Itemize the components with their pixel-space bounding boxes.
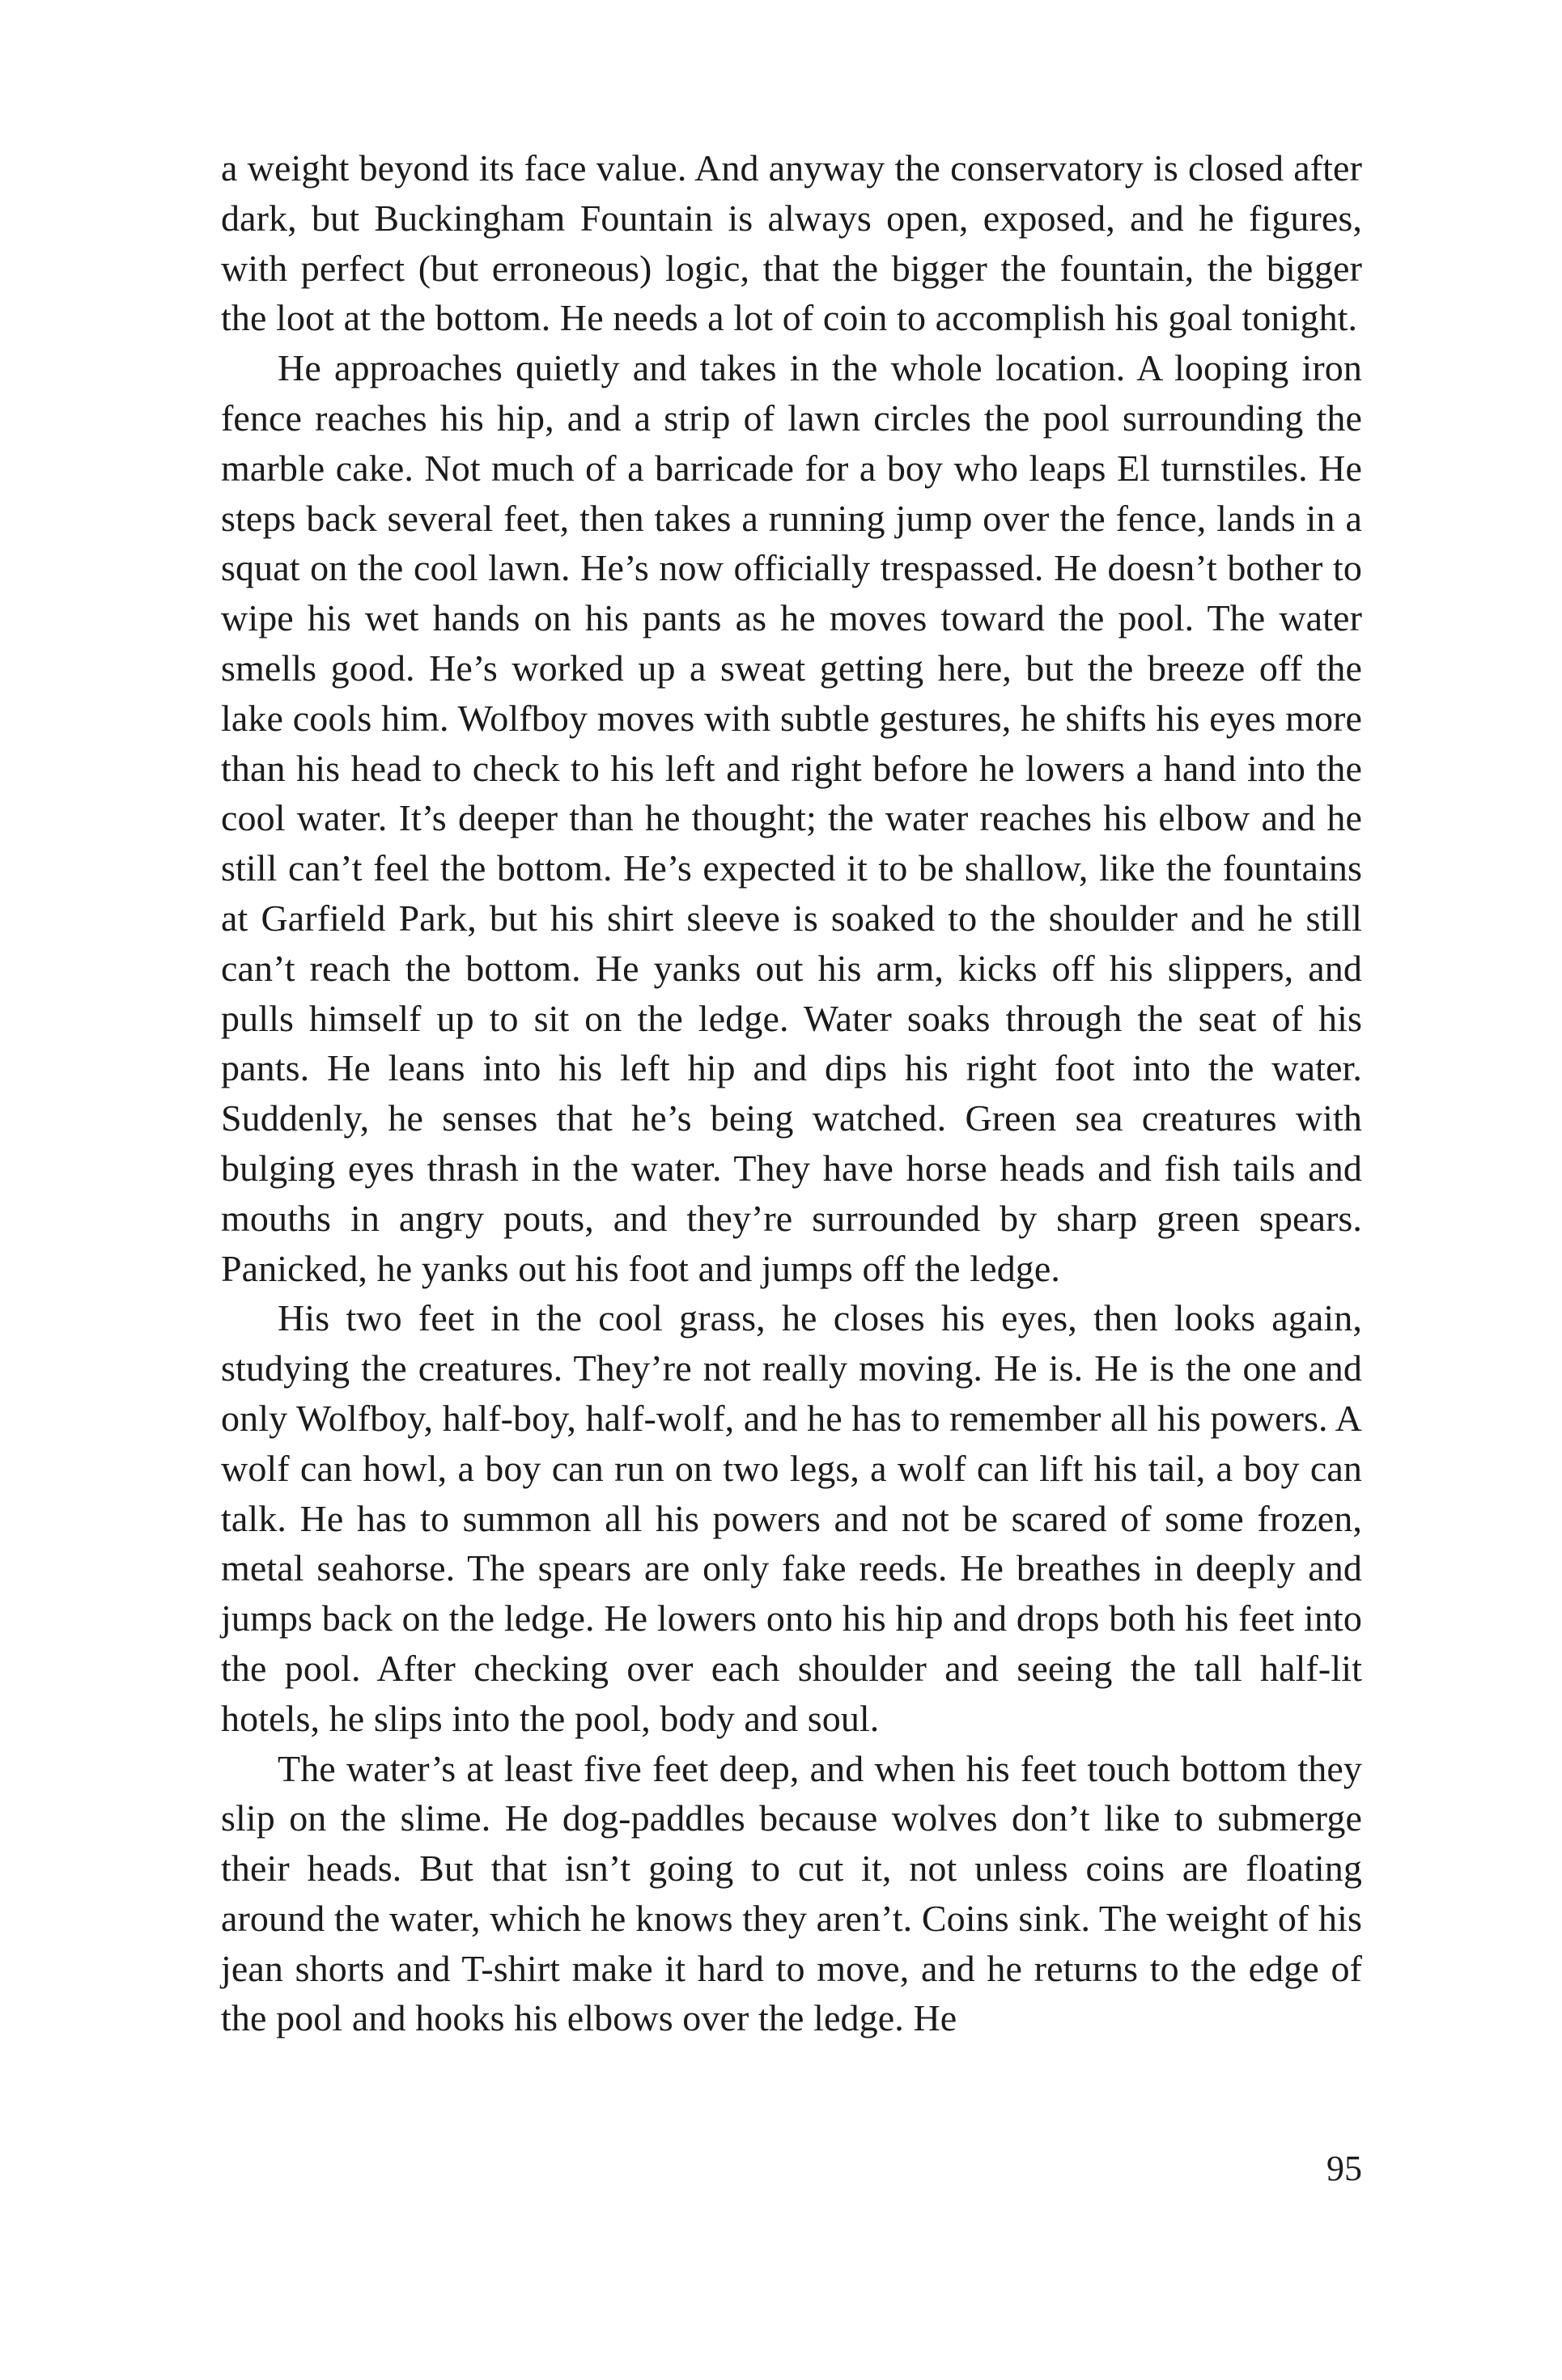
paragraph-3: His two feet in the cool grass, he closes his eyes, then looks again, studying the creatures. They’re not really moving. He is. He is the one and only Wolfboy, half-boy, half-wolf, and he has to remember all his powers. A wolf can howl, a boy can run on two legs, a wolf can lift his tail, a boy can talk. He has to summon all his powers and not be scared of some frozen, metal seahorse. The spears are only fake reeds. He breathes in deeply and jumps back on the ledge. He lowers onto his hip and drops both his feet into the pool. After checking over each shoulder and seeing the tall half-lit hotels, he slips into the pool, body and soul. — [221, 1297, 1362, 1739]
body-text — [221, 143, 1362, 2043]
paragraph-1: a weight beyond its face value. And anyway the conservatory is closed after dark, but Buckingham Fountain is always open, exposed, and he figures, with perfect (but erroneous) logic, that the bigger the fountain, the bigger the loot at the bottom. He needs a lot of coin to accomplish his goal tonight. — [221, 147, 1362, 339]
paragraph-2: He approaches quietly and takes in the whole location. A looping iron fence reaches his hip, and a strip of lawn circles the pool surrounding the marble cake. Not much of a barricade for a boy who leaps El turnstiles. He steps back several feet, then takes a running jump over the fence, lands in a squat on the cool lawn. He’s now officially trespassed. He doesn’t bother to wipe his wet hands on his pants as he moves toward the pool. The water smells good. He’s worked up a sweat getting here, but the breeze off the lake cools him. Wolfboy moves with subtle gestures, he shifts his eyes more than his head to check to his left and right before he lowers a hand into the cool water. It’s deeper than he thought; the water reaches his elbow and he still can’t feel the bottom. He’s expected it to be shallow, like the fountains at Garfield Park, but his shirt sleeve is soaked to the shoulder and he still can’t reach the bottom. He yanks out his arm, kicks off his slippers, and pulls himself up to sit on the ledge. Water soaks through the seat of his pants. He leans into his left hip and dips his right foot into the water. Suddenly, he senses that he’s being watched. Green sea creatures with bulging eyes thrash in the water. They have horse heads and fish tails and mouths in angry pouts, and they’re surrounded by sharp green spears. Panicked, he yanks out his foot and jumps off the ledge. — [221, 347, 1362, 1289]
paragraph-4: The water’s at least five feet deep, and when his feet touch bottom they slip on the slime. He dog-paddles because wolves don’t like to submerge their heads. But that isn’t going to cut it, not unless coins are floating around the water, which he knows they aren’t. Coins sink. The weight of his jean shorts and T-shirt make it hard to move, and he returns to the edge of the pool and hooks his elbows over the ledge. He — [221, 1747, 1362, 2039]
page-number: 95 — [1326, 2149, 1362, 2188]
